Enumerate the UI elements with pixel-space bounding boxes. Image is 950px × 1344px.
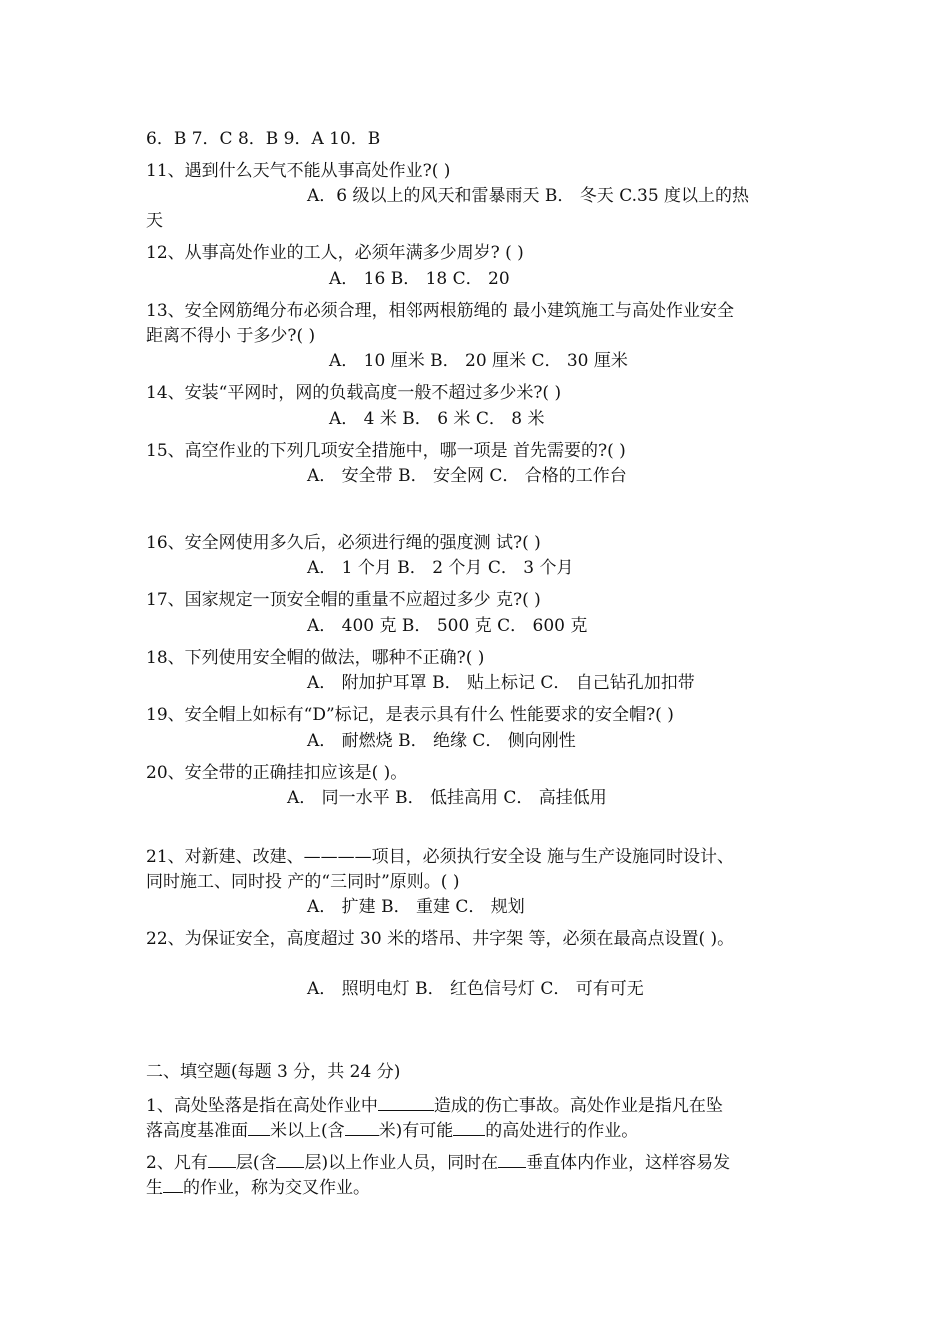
fill-blank[interactable] (453, 1119, 485, 1136)
fill-item-1 (146, 1094, 723, 1117)
fill-item-2-text-c: 层)以上作业人员，同时在 (304, 1153, 499, 1173)
question-13-continued: 距离不得小 于多少?( ) (146, 326, 316, 346)
question-13-options: A． 10 厘米 B． 20 厘米 C． 30 厘米 (329, 351, 628, 371)
fill-item-1-text-b: 造成的伤亡事故。高处作业是指凡在坠 (433, 1096, 723, 1116)
section-2-heading: 二、填空题(每题 3 分，共 24 分) (146, 1062, 401, 1082)
question-17-options: A． 400 克 B． 500 克 C． 600 克 (307, 616, 588, 636)
question-20-options: A． 同一水平 B． 低挂高用 C． 高挂低用 (287, 788, 607, 808)
question-20: 20、安全带的正确挂扣应该是( )。 (146, 763, 408, 783)
question-21-options: A． 扩建 B． 重建 C． 规划 (307, 897, 525, 917)
fill-item-1-continued (146, 1119, 638, 1142)
fill-blank[interactable] (208, 1151, 236, 1168)
fill-item-2-continued (146, 1176, 370, 1199)
fill-blank[interactable] (345, 1119, 379, 1136)
question-18-options: A． 附加护耳罩 B． 贴上标记 C． 自己钻孔加扣带 (307, 673, 695, 693)
question-13: 13、安全网筋绳分布必须合理，相邻两根筋绳的 最小建筑施工与高处作业安全 (146, 301, 735, 321)
question-22-options: A． 照明电灯 B． 红色信号灯 C． 可有可无 (307, 979, 644, 999)
question-17: 17、国家规定一顶安全帽的重量不应超过多少 克?( ) (146, 590, 541, 610)
fill-item-1-text-e: 米)有可能 (378, 1121, 454, 1141)
fill-item-1-text-f: 的高处进行的作业。 (485, 1121, 639, 1141)
fill-blank[interactable] (498, 1151, 526, 1168)
question-15-options: A． 安全带 B． 安全网 C． 合格的工作台 (307, 466, 627, 486)
fill-blank[interactable] (163, 1176, 183, 1193)
question-14: 14、安装“平网时，网的负载高度一般不超过多少米?( ) (146, 383, 562, 403)
fill-blank[interactable] (248, 1119, 270, 1136)
question-19: 19、安全帽上如标有“D”标记，是表示具有什么 性能要求的安全帽?( ) (146, 705, 674, 725)
answer-key-line: 6．B 7．C 8．B 9．A 10．B (146, 129, 381, 149)
fill-item-1-text-d: 米以上(含 (270, 1121, 345, 1141)
fill-item-1-text-c: 落高度基准面 (146, 1121, 248, 1141)
question-15: 15、高空作业的下列几项安全措施中，哪一项是 首先需要的?( ) (146, 441, 626, 461)
question-19-options: A． 耐燃烧 B． 绝缘 C． 侧向刚性 (307, 731, 576, 751)
fill-item-2-text-d: 垂直体内作业，这样容易发 (526, 1153, 731, 1173)
fill-item-2-text-f: 的作业，称为交叉作业。 (183, 1178, 370, 1198)
question-16-options: A． 1 个月 B． 2 个月 C． 3 个月 (307, 558, 574, 578)
question-18: 18、下列使用安全帽的做法，哪种不正确?( ) (146, 648, 485, 668)
question-21-continued: 同时施工、同时投 产的“三同时”原则。( ) (146, 872, 460, 892)
fill-item-2-text-e: 生 (146, 1178, 163, 1198)
question-11-options: A．6 级以上的风天和雷暴雨天 B． 冬天 C.35 度以上的热 (307, 186, 750, 206)
fill-item-2-text-a: 2、凡有 (146, 1153, 208, 1173)
fill-blank[interactable] (378, 1094, 434, 1111)
question-22: 22、为保证安全，高度超过 30 米的塔吊、井字架 等，必须在最高点设置( )。 (146, 929, 735, 949)
question-21: 21、对新建、改建、————项目，必须执行安全设 施与生产设施同时设计、 (146, 847, 735, 867)
fill-item-1-text-a: 1、高处坠落是指在高处作业中 (146, 1096, 378, 1116)
question-12: 12、从事高处作业的工人，必须年满多少周岁? ( ) (146, 243, 524, 263)
question-16: 16、安全网使用多久后，必须进行绳的强度测 试?( ) (146, 533, 541, 553)
fill-item-2-text-b: 层(含 (235, 1153, 277, 1173)
fill-blank[interactable] (276, 1151, 304, 1168)
question-11: 11、遇到什么天气不能从事高处作业?( ) (146, 161, 451, 181)
question-11-options-continued: 天 (146, 211, 163, 231)
fill-item-2 (146, 1151, 730, 1174)
question-14-options: A． 4 米 B． 6 米 C． 8 米 (329, 409, 545, 429)
question-12-options: A． 16 B． 18 C． 20 (329, 269, 510, 289)
